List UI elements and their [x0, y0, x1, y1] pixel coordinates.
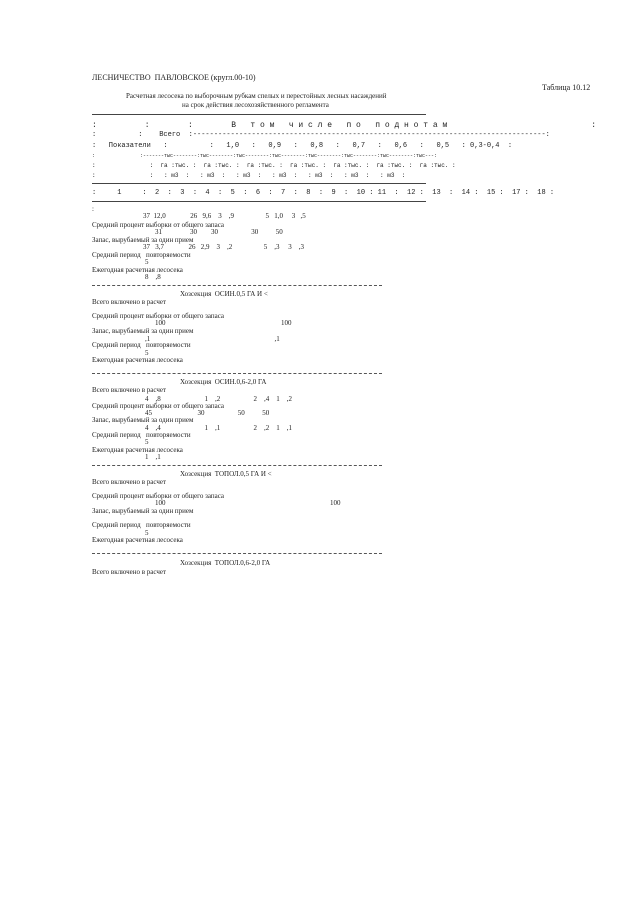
row-marker: :	[92, 205, 94, 213]
header-rule-bottom	[92, 201, 426, 202]
section-divider	[92, 373, 382, 374]
sec0-period-value: 5	[145, 258, 149, 266]
report-title-line1: Расчетная лесосека по выборочным рубкам спелых и перестойных лесных насаждений	[126, 92, 387, 100]
sec1-stock-values: ,1 ,1	[145, 335, 280, 343]
sec2-pct-label: Средний процент выборки от общего запаса	[92, 402, 225, 410]
sec3-total-label: Всего включено в расчет	[92, 478, 167, 486]
sec1-period-label: Средний период повторяемости	[92, 341, 191, 349]
section-divider	[92, 465, 382, 466]
sec0-annual-values: 8 ,8	[145, 273, 161, 281]
table-head-row7: : 1 : 2 : 3 : 4 : 5 : 6 : 7 : 8 : 9 : 10 : 11 : 12 : 13 : 14 : 15 : 17 : 18 :	[92, 189, 555, 197]
sec4-total-label: Всего включено в расчет	[92, 568, 167, 576]
sec2-period-value: 5	[145, 438, 149, 446]
sec1-pct-label: Средний процент выборки от общего запаса	[92, 312, 225, 320]
header-rule-mid	[92, 183, 426, 184]
forestry-title: ЛЕСНИЧЕСТВО ПАВЛОВСКОЕ (кругл.00-10)	[92, 73, 256, 82]
table-head-row2: : : Всего :------------------------------------------------------------------------------------:	[92, 131, 550, 139]
sec0-period-label: Средний период повторяемости	[92, 251, 191, 259]
sec0-pct-values: 31 30 30 30 50	[155, 228, 283, 236]
sec4-title: Хозсекция ТОПОЛ.0,6-2,0 ГА	[180, 559, 271, 567]
sec2-period-label: Средний период повторяемости	[92, 431, 191, 439]
table-number: Таблица 10.12	[542, 83, 591, 92]
sec2-annual-values: 1 ,1	[145, 453, 161, 461]
sec2-stock-label: Запас, вырубаемый за один прием	[92, 416, 194, 424]
sec1-pct-values: 100 100	[155, 319, 292, 327]
table-head-row3: : Показатели : : 1,0 : 0,9 : 0,8 : 0,7 : 0,6 : 0,5 : 0,3-0,4 :	[92, 142, 513, 150]
sec0-pct-label: Средний процент выборки от общего запаса	[92, 221, 225, 229]
sec2-total-values: 4 ,8 1 ,2 2 ,4 1 ,2	[145, 395, 292, 403]
sec2-title: Хозсекция ОСИН.0,6-2,0 ГА	[180, 378, 267, 386]
sec2-total-label: Всего включено в расчет	[92, 386, 167, 394]
table-head-row4: : :-------тыс--------:тыс--------:тыс--------:тыс--------:тыс--------:тыс--------:тыс--------:тыс---:	[92, 153, 438, 159]
sec2-pct-values: 45 30 50 50	[145, 409, 270, 417]
report-title-line2: на срок действия лесохозяйственного регламента	[182, 101, 329, 109]
sec3-annual-label: Ежегодная расчетная лесосека	[92, 536, 183, 544]
section-divider	[92, 285, 382, 286]
sec1-annual-label: Ежегодная расчетная лесосека	[92, 356, 183, 364]
sec0-total-values: 37 12,0 26 9,6 3 ,9 5 1,0 3 ,5	[143, 212, 306, 220]
header-rule-top	[92, 114, 426, 115]
sec0-annual-label: Ежегодная расчетная лесосека	[92, 266, 183, 274]
table-head-row1: : : : В т о м ч и с л е п о п о д н о т а м :	[92, 121, 597, 130]
sec2-stock-values: 4 ,4 1 ,1 2 ,2 1 ,1	[145, 424, 292, 432]
sec2-annual-label: Ежегодная расчетная лесосека	[92, 446, 183, 454]
sec1-period-value: 5	[145, 349, 149, 357]
sec3-pct-label: Средний процент выборки от общего запаса	[92, 492, 225, 500]
sec3-stock-label: Запас, вырубаемый за один прием	[92, 507, 194, 515]
sec1-total-label: Всего включено в расчет	[92, 298, 167, 306]
table-head-row6: : : : м3 : : м3 : : м3 : : м3 : : м3 : : м3 : : м3 :	[92, 172, 406, 179]
sec0-stock-label: Запас, вырубаемый за один прием	[92, 236, 194, 244]
sec3-pct-values: 100 100	[155, 499, 341, 507]
sec1-title: Хозсекция ОСИН.0,5 ГА И <	[180, 290, 268, 298]
sec3-period-value: 5	[145, 529, 149, 537]
sec1-stock-label: Запас, вырубаемый за один прием	[92, 327, 194, 335]
sec3-period-label: Средний период повторяемости	[92, 521, 191, 529]
table-head-row5: : : га :тыс. : га :тыс. : га :тыс. : га :тыс. : га :тыс. : га :тыс. : га :тыс. :	[92, 162, 456, 169]
sec0-stock-values: 37 3,7 26 2,9 3 ,2 5 ,3 3 ,3	[143, 243, 304, 251]
section-divider	[92, 553, 382, 554]
sec3-title: Хозсекция ТОПОЛ.0,5 ГА И <	[180, 470, 272, 478]
